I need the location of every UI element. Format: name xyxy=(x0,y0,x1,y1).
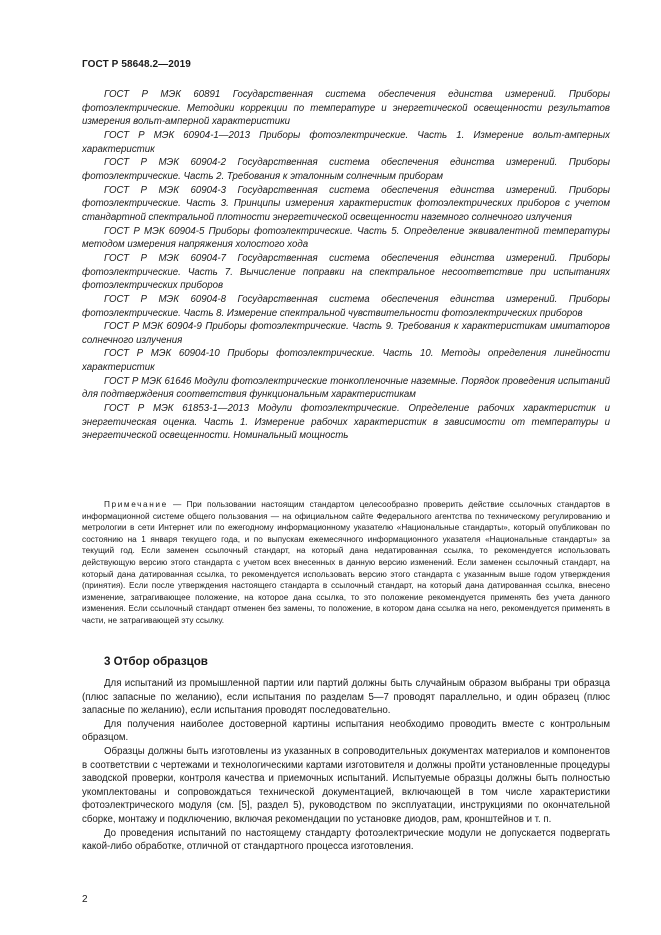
reference-item: ГОСТ Р МЭК 60904-5 Приборы фотоэлектрические. Часть 5. Определение эквивалентной температуры методом измерения напряжения холостого хода xyxy=(82,225,610,251)
reference-item: ГОСТ Р МЭК 61853-1—2013 Модули фотоэлектрические. Определение рабочих характеристик и энергетическая оценка. Часть 1. Измерение рабочих характеристик в зависимости от температуры и энергетической освещенности. Номинальный мощность xyxy=(82,403,610,442)
page-number: 2 xyxy=(82,894,88,905)
section-sampling xyxy=(82,655,610,854)
reference-item: ГОСТ Р МЭК 60904-8 Государственная система обеспечения единства измерений. Приборы фотоэлектрические. Часть 8. Измерение спектральной чувствительности фотоэлектрических приборов xyxy=(82,293,610,319)
note-paragraph xyxy=(82,499,610,627)
document-header: ГОСТ Р 58648.2—2019 xyxy=(82,59,191,70)
reference-item: ГОСТ Р МЭК 60904-1—2013 Приборы фотоэлектрические. Часть 1. Измерение вольт-амперных характеристик xyxy=(82,129,610,155)
section-paragraph: Для получения наиболее достоверной картины испытания необходимо проводить вместе с контрольным образцом. xyxy=(82,718,610,744)
section-paragraph: До проведения испытаний по настоящему стандарту фотоэлектрические модули не допускается подвергать какой-либо обработке, отличной от стандартного процесса изготовления. xyxy=(82,827,610,853)
normative-references-list xyxy=(82,88,610,443)
section-paragraph: Для испытаний из промышленной партии или партий должны быть случайным образом выбраны три образца (плюс запасные по желанию), если испытания по разделам 5—7 проводят параллельно, и один образец (плюс запасные по желанию), если испытания проводят последовательно. xyxy=(82,678,610,717)
reference-item: ГОСТ Р МЭК 60904-10 Приборы фотоэлектрические. Часть 10. Методы определения линейности характеристик xyxy=(82,348,610,374)
reference-item: ГОСТ Р МЭК 60904-9 Приборы фотоэлектрические. Часть 9. Требования к характеристикам имитаторов солнечного излучения xyxy=(82,321,610,346)
section-title: 3 Отбор образцов xyxy=(104,655,208,668)
section-paragraph: Образцы должны быть изготовлены из указанных в сопроводительных документах материалов и компонентов в соответствии с чертежами и технологическими картами изготовителя и должны пройти установленные процедуры заводской проверки, контроля качества и приемочных испытаний. Испытуемые образцы должны быть полностью укомплектованы и сопровождаться технической документацией, включающей в том числе характеристики фотоэлектрического модуля (см. [5], раздел 5), руководством по эксплуатации, инструкциями по окончательной сборке, монтажу и подключению, включая рекомендации по установке диодов, рам, кронштейнов и т. п. xyxy=(82,745,610,825)
note-text: — При пользовании настоящим стандартом целесообразно проверить действие ссылочных стандартов в информационной системе общего пользования — на официальном сайте Федерального агентства по техническому регулированию и метрологии в сети Интернет или по ежегодному информационному указателю «Национальные стандарты», который опубликован по состоянию на 1 января текущего года, и по выпускам ежемесячного информационного указателя «Национальные стандарты» за текущий год. Если заменен ссылочный стандарт, на который дана недатированная ссылка, то рекомендуется использовать действующую версию этого стандарта с учетом всех внесенных в данную версию изменений. Если заменен ссылочный стандарт, на который дана датированная ссылка, то рекомендуется использовать версию этого стандарта с указанным выше годом утверждения (принятия). Если после утверждения настоящего стандарта в ссылочный стандарт, на который дана датированная ссылка, внесено изменение, затрагивающее положение, на которое дана ссылка, то это положение рекомендуется применять без учета данного изменения. Если ссылочный стандарт отменен без замены, то положение, в котором дана ссылка на него, рекомендуется применять в части, не затрагивающей эту ссылку. xyxy=(82,500,610,625)
reference-item: ГОСТ Р МЭК 60904-2 Государственная система обеспечения единства измерений. Приборы фотоэлектрические. Часть 2. Требования к эталонным солнечным приборам xyxy=(82,157,610,182)
reference-item: ГОСТ Р МЭК 60904-7 Государственная система обеспечения единства измерений. Приборы фотоэлектрические. Часть 7. Вычисление поправки на спектральное несоответствие при испытаниях фотоэлектрических приборов xyxy=(82,252,610,292)
note-label: Примечание xyxy=(104,500,168,509)
reference-item: ГОСТ Р МЭК 61646 Модули фотоэлектрические тонкопленочные наземные. Порядок проведения испытаний для подтверждения соответствия функциональным характеристикам xyxy=(82,375,610,401)
reference-item: ГОСТ Р МЭК 60891 Государственная система обеспечения единства измерений. Приборы фотоэлектрические. Методики коррекции по температуре и энергетической освещенности результатов измерения вольт-амперной характеристики xyxy=(82,89,610,128)
reference-item: ГОСТ Р МЭК 60904-3 Государственная система обеспечения единства измерений. Приборы фотоэлектрические. Часть 3. Принципы измерения характеристик фотоэлектрических приборов с учетом стандартной спектральной плотности энергетической освещенности наземного солнечного излучения xyxy=(82,184,610,223)
